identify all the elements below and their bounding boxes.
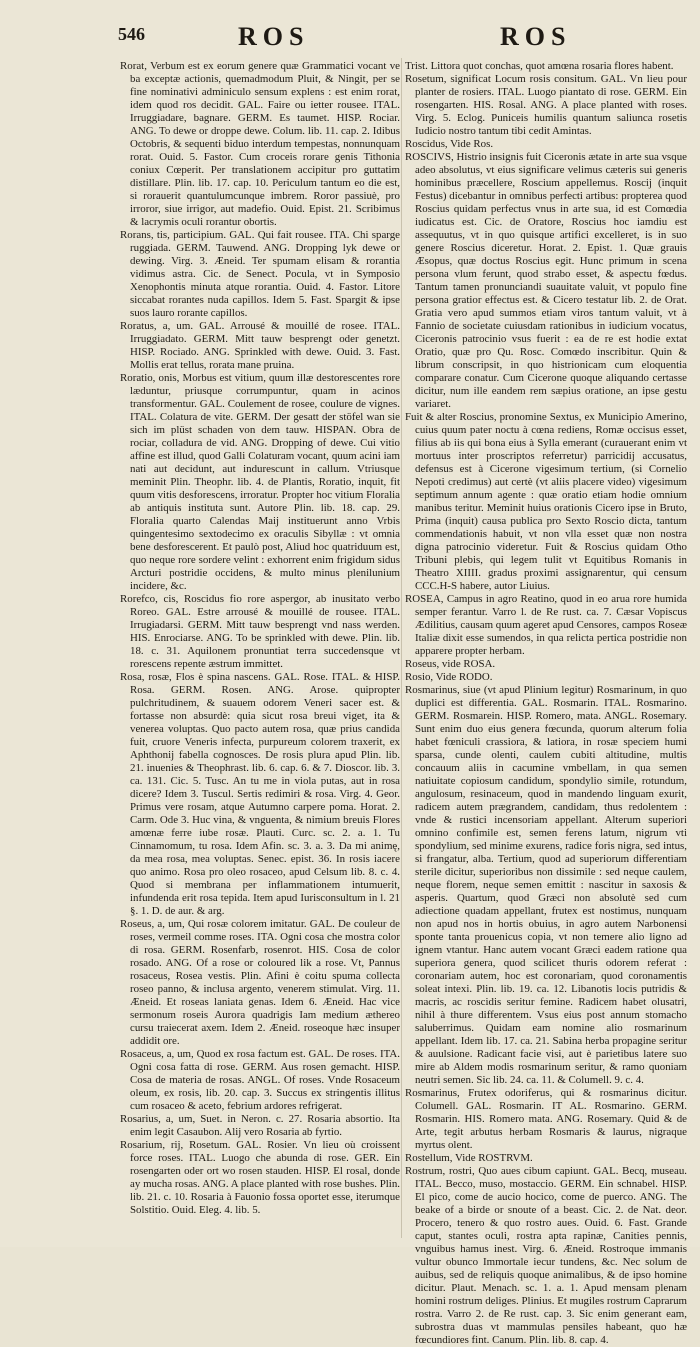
entry-rorat: Rorat, Verbum est ex eorum genere quæ Grammatici vocant ve ba exceptæ actionis, quemadmodum Pluit, & Ningit, per se fine nominativi adminiculo sensum explens : est enim rorat, idem quod ros decidit. GAL. Faire ou ietter rousee. ITAL. Irruggiadare, bagnare. GERM. Es taumet. HISP. Rociar. ANG. To dewe or droppe dewe. Colum. lib. 11. cap. 2. Idibus Octobris, & sequenti biduo interdum tempestas, nonnunquam rorat. Ouid. 5. Fastor. Cum croceis rorare genis Tithonia coniux Cœperit. Per translationem accipitur pro guttatim distillare. Plin. lib. 17. cap. 10. Periculum tantum eo die est, si rorauerit quantulumcunque imbrem. Roror passiuè, pro irroror, siue irrigor, aut madefio. Ouid. Epist. 21. Scribimus & lacrymis oculi rorantur obortis.: [120, 60, 400, 228]
entry-rosio: Rosio, Vide RODO.: [405, 671, 493, 683]
entry-roseus: Roseus, a, um, Qui rosæ colorem imitatur. GAL. De couleur de roses, vermeil comme roses. ITA. Ogni cosa che mostra color di rosa. GERM. Rosenfarb, rosenrot. HIS. Cosa de color rosado. ANG. Of a rose or coloured lik a rose. Vt, Pannus rosaceus, Rosea vestis. Plin. Afini è coitu spuma collecta roseo panno, & inclusa argento, venerem stimulat. Virg. 11. Æneid. Et roseas laniata genas. Idem 6. Æneid. Hac vice sermonum roseis Aurora quadrigis Iam medium æthereo cursu traiecerat axem. Idem 2. Æneid. roseoque hæc insuper addidit ore.: [120, 918, 400, 1047]
right-column: [405, 60, 687, 1346]
entry-rosmarinus-frutex: Rosmarinus, Frutex odoriferus, qui & rosmarinus dicitur. Columell. GAL. Rosmarin. IT AL. Rosmarino. GERM. Rosmarin. HIS. Romero mata. ANG. Rosemary. Quid & de Arte, tegit arbutus herbam Rosmaris & laurus, nigraque myrtus olent.: [405, 1087, 687, 1151]
entry-rosarium: Rosarium, rij, Rosetum. GAL. Rosier. Vn lieu où croissent force roses. ITAL. Luogo che abunda di rose. GER. Ein rosengarten oder ort wo rosen stauden. HISP. El rosal, donde ay mucha rosas. ANG. A place planted with rose bushes. Plin. lib. 21. c. 10. Rosaria à Fauonio fossa oportet esse, iterumque Solstitio. Ouid. Eleg. 4. lib. 5.: [120, 1139, 400, 1216]
entry-rosmarinus: Rosmarinus, siue (vt apud Plinium legitur) Rosmarinum, in quo duplici est differentia. GAL. Rosmarin. ITAL. Rosmarino. GERM. Rosmarein. HISP. Romero, mata. ANGL. Rosemary. Sunt enim duo eius genera fœcunda, quorum alterum folia habet fœniculi crassiora, & latiora, in rosæ speciem humi sparsa, cunde olenti, caulem cubiti altitudine, multis concauum aliis in cacumine vmbellam, in qua semen natiuitate copiosum candidum, spondylio simile, rotundum, angulosum, resinaceum, quod in mandendo linguam exurit, radicem autem prægrandem, candidam, thus redolentem : vnde & rustici incensoriam appellant. Alterum superiori omnino confimile est, semen ferens latum, nigrum vti spondylium, sed minime exurens, radice foris nigra, sed intus, si frangatur, alba. Tertium, quod ad superiorum differentiam sterile dicitur, superioribus non dissimile : sed neque caulem, neque florem, neque semen emittit : nascitur in saxosis & asperis. Quartum, quod Græci non absolutè sed cum adiectione quadam appellant, frutex est nostimus, nunquam non apud nos in hortis obuius, in agro autem Narbonensi sponte tanta prouenicus copia, vt non temere alio ligno ad ignem vtantur. Hanc autem vocant Græci eadem ratione qua superiora genera, quod scilicet thuris odorem referat : coronariam autem, hoc est coronariam, quod coronamentis soleat intexi. Plin. lib. 19. ca. 12. Libanotis locis putridis & macris, ac roscidis seritur femine. Radicem habet olusatri, nihil à thure differentem. Vsus eius post annum stomacho saluberrimus. Quidam eam nomine alio rosmarinum appellant. Idem lib. 17. ca. 21. Sabina herba propagine seritur & auulsione. Radicant facie visi, aut è parietibus latere suo mire ab Aldem modis rosmarinum seritur, & ramo quoniam neutri semen. Sic lib. 24. ca. 11. & Columell. 9. c. 4.: [405, 684, 687, 1086]
running-head-right: ROS: [500, 22, 572, 51]
page-number: 546: [118, 24, 145, 44]
entry-roscius-alter: Fuit & alter Roscius, pronomine Sextus, ex Municipio Amerino, cuius quum pater noctu à cœna rediens, Romæ occisus esset, filius ab iis qui bona eius à Sylla emerant (curauerant enim vt mortuus inter proscriptos referretur) parricidij accusatus, defensus est à Cicerone vigesimum tertium, (si Cornelio Nepoti credimus) aut certè (vt aliis placere video) vigesimum septimum annum agente : quæ oratio etiam hodie omnium manibus teritur. Meminit huius orationis Cicero ipse in Bruto, Prima (inquit) causa publica pro Sexto Roscio dicta, tantum commendationis habuit, vt non vlla esset quæ non nostra digna patrocinio videretur. Fuit & Roscius quidam Otho Tribuni plebis, qui legem tulit vt Equitibus Romanis in Theatro XIIII. gradus proximi assignarentur, qui censum CCC.H-S habere, autor Liuius.: [405, 411, 687, 592]
entry-roseus-ref: Roseus, vide ROSA.: [405, 658, 496, 670]
entry-rorans: Rorans, tis, participium. GAL. Qui fait rousee. ITA. Chi sparge ruggiada. GERM. Tauwend. ANG. Dropping lyk dewe or dewing. Virg. 3. Æneid. Ter spumam elisam & rorantia vidimus astra. Cic. de Senect. Pocula, vt in Symposio Xenophontis minuta atque rorantia. Ouid. 4. Fastor. Litore siccabat rorantes nuda capillos. Idem 5. Fast. Spargit & ipse suos lauro rorante capillos.: [120, 229, 400, 319]
entry-trist-continued: Trist. Littora quot conchas, quot amœna rosaria flores habent.: [405, 60, 674, 72]
entry-roscidus: Roscidus, Vide Ros.: [405, 138, 494, 150]
entry-roratio: Roratio, onis, Morbus est vitium, quum illæ destorescentes rore læduntur, priusque corrumpuntur, quam in acinos transformentur. GAL. Coulement de rosee, coulure de vignes. ITAL. Colatura de vite. GERM. Der gesatt der stöfel wan sie sich im plüst schaden von dem tauw. HISPAN. Obra de rociar, colladura de vid. ANG. Dropping of dewe. Cui vitio affine est illud, quod Galli Colaturam vocant, quum acini iam nati aut decidunt, aut indurescunt in callum. Vtriusque meminit Plin. Theophr. lib. 4. de Plantis, Roratio, inquit, fit quum vitis desforescens, irroratur. Propter hoc vitium Floralia ab antiquis instituta sunt. Autore Plin. lib. 18. cap. 29. Floralia quarto Calendas Maij instituerunt anno Vrbis quingentesimo sextodecimo ex oraculis Sibyllæ : vt omnia bene desforescerent. Et paulò post, Aliud hoc quatriduum est, quo neque rore sordere velint : exhorrent enim frigidum sidus Arcturi postridie occidens, & multo minus plenilunium incidere, &c.: [120, 372, 400, 592]
entry-rostellum: Rostellum, Vide ROSTRVM.: [405, 1152, 533, 1164]
left-column: [120, 60, 400, 1240]
entry-roratus: Roratus, a, um. GAL. Arrousé & mouillé de rosee. ITAL. Irruggiadato. GERM. Mitt tauw besprengt oder genetzt. HISP. Rociado. ANG. Sprinkled with dewe. Ouid. 3. Fast. Mollis erat tellus, rorata mane pruina.: [120, 320, 400, 371]
entry-rostrum: Rostrum, rostri, Quo aues cibum capiunt. GAL. Becq, museau. ITAL. Becco, muso, mostaccio. GERM. Ein schnabel. HISP. El pico, come de aucio hocico, come de puerco. ANG. The beake of a birde or snoute of a beast. Cic. 2. de Nat. deor. Procero, tenero & quo rostro aues. Ouid. 6. Fast. Grande caput, stantes oculi, rostra apta rapinæ, Canities pennis, vnguibus hamus inest. Virg. 6. Æneid. Rostroque immanis vultur obunco Immortale iecur tundens, &c. Nec solum de auibus, sed de reliquis quoque animalibus, & de ipso homine dicitur. Plaut. Menach. sc. 1. a. 1. Apud mensam plenam homini rostrum deliges. Plinius. Et mugiles rostrum Caprarum rostra. Varro 2. de Re rust. cap. 3. Sic enim generant eam, subrostra duas vt mammulas pensiles habeant, quo hæ fœcundiores fint. Canum. Plin. lib. 8. cap. 4.: [405, 1165, 687, 1346]
entry-rosetum: Rosetum, significat Locum rosis consitum. GAL. Vn lieu pour planter de rosiers. ITAL. Luogo piantato di rose. GERM. Ein rosengarten. HIS. Rosal. ANG. A place planted with roses. Virg. 5. Eclog. Puniceis humilis quantum saliunca rosetis Iudicio nostro tantum tibi cedit Amintas.: [405, 73, 687, 137]
column-divider: [401, 58, 402, 1238]
entry-roscius: ROSCIVS, Histrio insignis fuit Ciceronis ætate in arte sua vsque adeo absolutus, vt eius significare velimus cæteris sui generis hominibus præcellere, Roscium appellemus. Roscij (inquit Festus) dicebantur in omnibus perfecti artibus: propterea quod Roscius quidam perfectus vnus in arte sua, id est Comœdia iudicatus est. Cic. de Oratore, Roscius hoc iamdiu est assequutus, vt in quo quisque artifici excelleret, is in suo genere Roscius diceretur. Horat. 2. Epist. 1. Quæ grauis Æsopus, quæ doctus Roscius egit. Hunc primum in scena persona vlum ferunt, quod strabo esset, & aspectu fœdus. Tantum tamen pronunciandi suauitate valuit, vt populo fine persona gratior effectus est. & Cicero testatur lib. 2. de Orat. Gratia vero apud summos etiam viros tantum valuit, vt à Fannio de societate cuiusdam rationibus in iudicium vocatus, Ciceronis patrocinio vsus fuerit : ea de re est hodie extat Oratio, quæ pro Qu. Rosc. Comœdo inscribitur. Quin & librum conscripsit, in quo histrionicam cum eloquentia comparare conatur. Cum Cicerone quoque aliquando certasse dicitur, num ille eandem rem sæpius oratione, an ipse gestu variaret.: [405, 151, 687, 410]
running-head-left: ROS: [238, 22, 310, 51]
entry-rosaceus: Rosaceus, a, um, Quod ex rosa factum est. GAL. De roses. ITA. Ogni cosa fatta di rose. GERM. Aus rosen gemacht. HISP. Cosa de materia de rosas. ANGL. Of roses. Vnde Rosaceum oleum, ex rosis, lib. 20. cap. 3. Succus ex stringentis illitus cum rosaceo & aceto, febrium ardores refrigerat.: [120, 1048, 400, 1112]
entry-rosa: Rosa, rosæ, Flos è spina nascens. GAL. Rose. ITAL. & HISP. Rosa. GERM. Rosen. ANG. Arose. quipropter pulchritudinem, & suauem odorem Veneri sacer est. & fortasse non absurdè: quia sicut rosa breui viget, ita & venerea voluptas. Quo pacto autem rosa, quæ prius candida fuit, cruore Veneris infecta, purpureum colorem traxerit, ex Aphthonij fabella cognosces. De rosis plura apud Plin. lib. 21. inuenies & Theophrast. lib. 6. cap. 6. & 7. Dioscor. lib. 3. ca. 131. Cic. 5. Tusc. An tu me in viola putas, aut in rosa dicere? Idem 3. Tuscul. Sertis redimiri & rosa. Virg. 4. Geor. Primus vere rosam, atque Autumno carpere poma. Horat. 2. Carm. Ode 3. Huc vina, & vnguenta, & nimium breuis Flores amœnæ ferre iube rosæ. Plauti. Curc. sc. 2. a. 1. Tu Cinnamomum, tu rosa. Idem Afin. sc. 3. a. 3. Da mi animę, da mea rosa, mea voluptas. Senec. epist. 36. In rosis iacere quo animo. Rosa pro oleo rosaceo, apud Celsum lib. 8. c. 4. Quod si membrana per inflammationem intumuerit, infundenda erit rosa tepida. Item apud Iurisconsultum in l. 21 §. 1. D. de aur. & arg.: [120, 671, 400, 917]
entry-rosea: ROSEA, Campus in agro Reatino, quod in eo arua rore humida semper ferantur. Varro l. de Re rust. ca. 7. Cæsar Vopiscus Ædilitius, causam quum ageret apud Censores, campos Roseæ Italiæ dixit esse sumendos, in qua relicta pertica postridie non apparere propter herbam.: [405, 593, 687, 657]
entry-rorefco: Rorefco, cis, Roscidus fio rore aspergor, ab inusitato verbo Roreo. GAL. Estre arrousé & mouillé de rousee. ITAL. Irrugiadarsi. GERM. Mitt tauw besprengt vnd nass werden. HIS. Enrociarse. ANG. To be sprinkled with dewe. Plin. lib. 18. c. 31. Aquilonem pronuntiat terra succedensque vt rorescens repente æstrum immittet.: [120, 593, 400, 670]
entry-rosarius: Rosarius, a, um, Suet. in Neron. c. 27. Rosaria absortio. Ita enim legit Casaubon. Alij vero Rosaria ab fyrtio.: [120, 1113, 400, 1138]
